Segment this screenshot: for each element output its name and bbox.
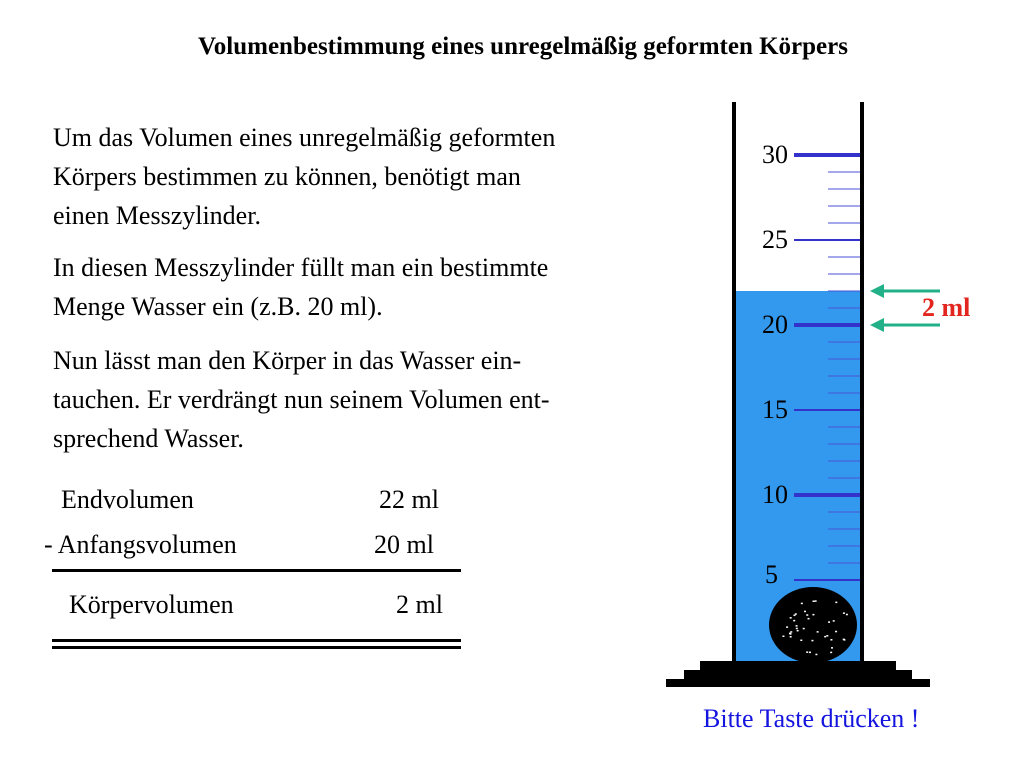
text-line: In diesen Messzylinder füllt man ein bestimmte [53,253,549,282]
text-line: Nun lässt man den Körper in das Wasser ein- [53,346,522,375]
start-volume-value: 20 ml [374,530,434,559]
scale-label-30: 30 [762,140,788,169]
cylinder-base-bottom [666,679,930,687]
text-line: Menge Wasser ein (z.B. 20 ml). [53,292,383,321]
end-volume-label: Endvolumen [61,485,194,514]
press-key-prompt[interactable]: Bitte Taste drücken ! [703,704,920,733]
text-line: Körpers bestimmen zu können, benötigt man [53,162,521,191]
scale-label-15: 15 [762,395,788,424]
text-line: Um das Volumen eines unregelmäßig geformten [53,123,556,152]
scale-label-10: 10 [762,480,788,509]
volume-difference-label: 2 ml [922,293,971,322]
text-line: einen Messzylinder. [53,201,261,230]
body-volume-label: Körpervolumen [69,590,234,619]
irregular-body [769,587,857,663]
text-fragment: tauchen. [53,385,141,414]
scale-label-25: 25 [762,225,788,254]
cylinder-base-top [700,661,896,670]
start-volume-label: - Anfangsvolumen [44,530,237,559]
scale-label-5: 5 [765,560,778,589]
cylinder-base-middle [684,670,912,679]
text-fragment: Er verdrängt nun seinem Volumen ent- [146,385,550,414]
body-volume-value: 2 ml [396,590,443,619]
page-title: Volumenbestimmung eines unregelmäßig geformten Körpers [198,33,848,60]
scale-label-20: 20 [762,310,788,339]
text-line: sprechend Wasser. [53,424,244,453]
end-volume-value: 22 ml [379,485,439,514]
